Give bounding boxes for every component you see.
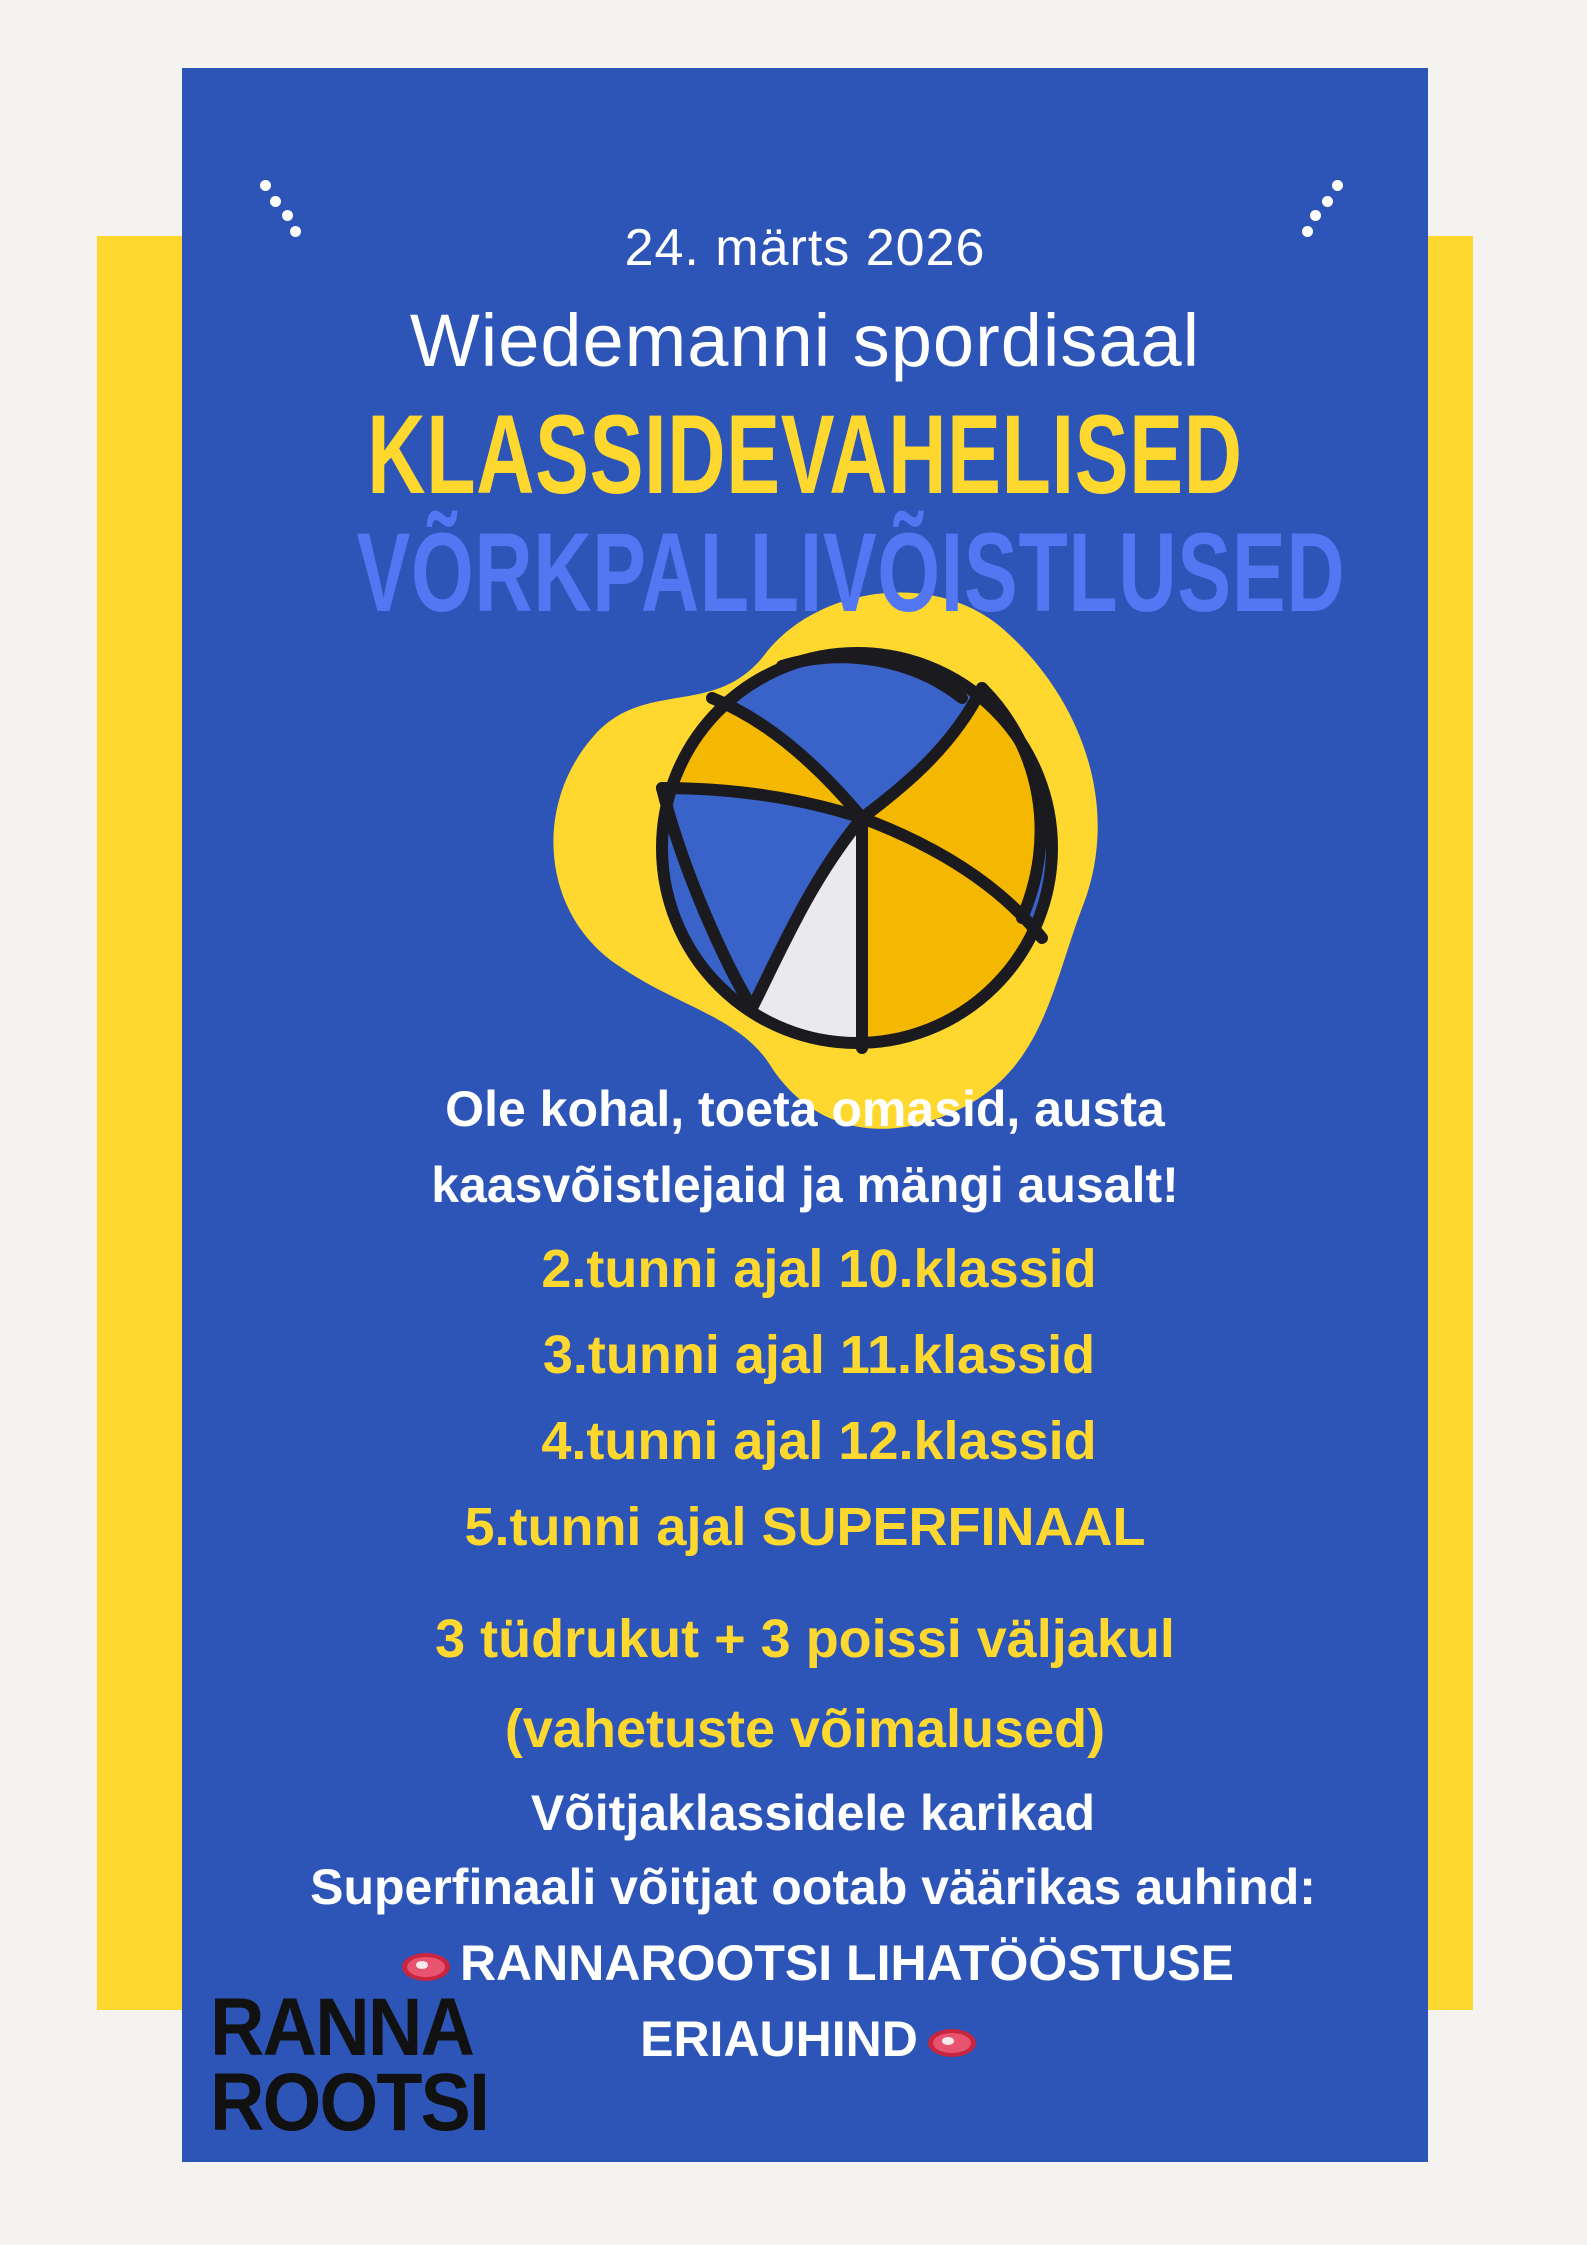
- prize-line-4-text: ERIAUHIND: [640, 2011, 918, 2067]
- slogan-line-2: kaasvõistlejaid ja mängi ausalt!: [431, 1157, 1179, 1213]
- rannarootsi-logo: [210, 1982, 500, 2149]
- schedule-item: 3.tunni ajal 11.klassid: [542, 1325, 1096, 1385]
- prize-line-3-text: RANNAROOTSI LIHATÖÖSTUSE: [459, 1935, 1235, 1991]
- schedule-item: 2.tunni ajal 10.klassid: [541, 1239, 1097, 1299]
- logo-line-1: RANNA: [210, 1982, 474, 2073]
- title-line-2: VÕRKPALLIVÕISTLUSED: [356, 510, 1346, 635]
- poster-panel: [182, 68, 1428, 2162]
- rules-line-1: 3 tüdrukut + 3 poissi väljakul: [435, 1609, 1175, 1669]
- rules-line-2: (vahetuste võimalused): [504, 1699, 1106, 1759]
- event-date: 24. märts 2026: [624, 219, 986, 277]
- title-line-1: KLASSIDEVAHELISED: [367, 392, 1243, 517]
- slogan-line-1: Ole kohal, toeta omasid, austa: [445, 1081, 1165, 1137]
- prize-line-1: Võitjaklassidele karikad: [530, 1785, 1096, 1841]
- schedule-item: 4.tunni ajal 12.klassid: [541, 1411, 1097, 1471]
- prize-line-2: Superfinaali võitjat ootab väärikas auhind:: [310, 1859, 1316, 1915]
- logo-line-2: ROOTSI: [210, 2057, 489, 2149]
- meat-icon: [926, 2014, 978, 2072]
- volleyball-icon: [482, 548, 1222, 1168]
- schedule-item: 5.tunni ajal SUPERFINAAL: [464, 1497, 1146, 1557]
- event-venue: Wiedemanni spordisaal: [409, 299, 1201, 382]
